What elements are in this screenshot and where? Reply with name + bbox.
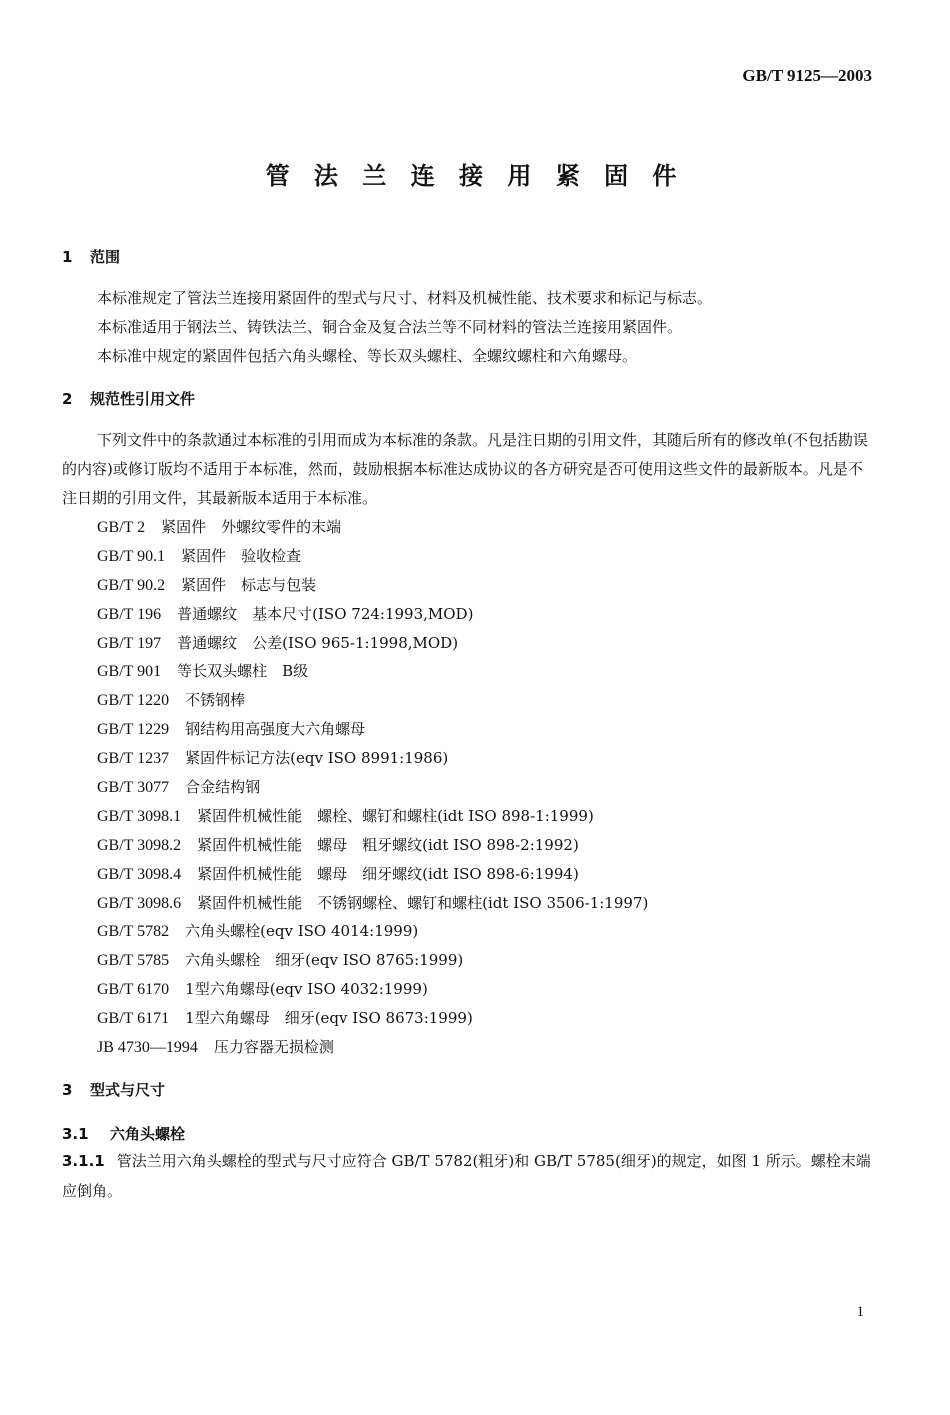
reference-title: 紧固件机械性能 螺栓、螺钉和螺柱(idt ISO 898-1:1999) [197, 806, 594, 825]
paragraph: 本标准适用于钢法兰、铸铁法兰、铜合金及复合法兰等不同材料的管法兰连接用紧固件。 [97, 318, 683, 336]
standard-code: GB/T 9125—2003 [742, 66, 872, 85]
page-number: 1 [856, 1304, 864, 1320]
reference-list [97, 513, 648, 1062]
reference-item [97, 542, 648, 571]
section-title: 规范性引用文件 [90, 390, 196, 408]
reference-item [97, 686, 648, 715]
reference-item [97, 629, 648, 658]
reference-code: GB/T 3098.6 [97, 894, 182, 912]
reference-title: 六角头螺栓 细牙(eqv ISO 8765:1999) [185, 951, 464, 970]
paragraph: 本标准规定了管法兰连接用紧固件的型式与尺寸、材料及机械性能、技术要求和标记与标志。 [97, 289, 713, 307]
section-number: 3 [62, 1081, 73, 1099]
reference-item [97, 513, 648, 542]
reference-item [97, 802, 648, 831]
reference-item [97, 744, 648, 773]
clause-number: 3.1.1 [62, 1152, 105, 1170]
reference-title: 紧固件机械性能 螺母 粗牙螺纹(idt ISO 898-2:1992) [197, 835, 579, 854]
reference-title: 合金结构钢 [185, 778, 261, 797]
section-number: 1 [62, 248, 73, 266]
reference-item [97, 917, 648, 946]
reference-code: GB/T 90.1 [97, 547, 166, 565]
reference-code: GB/T 6170 [97, 981, 170, 999]
subsection-title: 六角头螺栓 [110, 1125, 186, 1143]
section-1-heading [62, 246, 120, 267]
reference-title: 1型六角螺母(eqv ISO 4032:1999) [185, 980, 428, 999]
reference-code: GB/T 901 [97, 663, 162, 681]
reference-title: 六角头螺栓(eqv ISO 4014:1999) [185, 922, 419, 941]
reference-title: 紧固件机械性能 螺母 细牙螺纹(idt ISO 898-6:1994) [197, 864, 579, 883]
reference-item [97, 1033, 648, 1062]
intro-paragraph: 下列文件中的条款通过本标准的引用而成为本标准的条款。凡是注日期的引用文件，其随后所有的修改单(不包括勘误的内容)或修订版均不适用于本标准，然而，鼓励根据本标准达成协议的各方研究是否可使用这些文件的最新版本。凡是不注日期的引用文件，其最新版本适用于本标准。 [62, 431, 868, 507]
reference-title: 紧固件机械性能 不锈钢螺栓、螺钉和螺柱(idt ISO 3506-1:1997) [197, 893, 649, 912]
reference-item [97, 571, 648, 600]
reference-title: 等长双头螺柱 B级 [177, 662, 309, 681]
reference-code: GB/T 3098.1 [97, 807, 182, 825]
reference-code: GB/T 3098.4 [97, 865, 182, 883]
subsection-3-1-heading [62, 1123, 185, 1144]
reference-code: GB/T 1220 [97, 692, 170, 710]
reference-code: GB/T 6171 [97, 1010, 170, 1028]
section-title: 范围 [90, 248, 121, 266]
reference-item [97, 860, 648, 889]
paragraph: 本标准中规定的紧固件包括六角头螺栓、等长双头螺柱、全螺纹螺柱和六角螺母。 [97, 347, 638, 365]
clause-text: 管法兰用六角头螺栓的型式与尺寸应符合 GB/T 5782(粗牙)和 GB/T 5785(细牙)的规定，如图 1 所示。螺栓末端应倒角。 [62, 1152, 871, 1200]
section-number: 2 [62, 390, 73, 408]
reference-item [97, 773, 648, 802]
document-title: 管 法 兰 连 接 用 紧 固 件 [265, 162, 685, 190]
reference-code: GB/T 197 [97, 634, 162, 652]
reference-title: 钢结构用高强度大六角螺母 [185, 720, 366, 739]
reference-item [97, 889, 648, 918]
reference-title: 1型六角螺母 细牙(eqv ISO 8673:1999) [185, 1009, 473, 1028]
reference-code: GB/T 1237 [97, 750, 170, 768]
clause-3-1-1 [62, 1146, 882, 1206]
reference-item [97, 657, 648, 686]
reference-title: 紧固件 验收检查 [181, 546, 302, 565]
reference-title: 压力容器无损检测 [213, 1038, 334, 1057]
reference-code: GB/T 196 [97, 605, 162, 623]
reference-code: GB/T 3098.2 [97, 836, 182, 854]
reference-code: GB/T 2 [97, 519, 146, 536]
reference-item [97, 600, 648, 629]
reference-item [97, 831, 648, 860]
reference-title: 普通螺纹 基本尺寸(ISO 724:1993,MOD) [177, 604, 474, 623]
reference-item [97, 715, 648, 744]
reference-code: GB/T 5785 [97, 952, 170, 970]
reference-title: 紧固件 外螺纹零件的末端 [161, 518, 342, 536]
reference-code: GB/T 1229 [97, 721, 170, 739]
subsection-number: 3.1 [62, 1125, 89, 1143]
section-3-heading [62, 1079, 165, 1100]
reference-title: 普通螺纹 公差(ISO 965-1:1998,MOD) [177, 633, 459, 652]
reference-item [97, 1004, 648, 1033]
reference-title: 不锈钢棒 [185, 691, 246, 710]
reference-title: 紧固件 标志与包装 [181, 575, 317, 594]
reference-item [97, 975, 648, 1004]
reference-code: JB 4730—1994 [97, 1039, 198, 1057]
reference-code: GB/T 5782 [97, 923, 170, 941]
section-title: 型式与尺寸 [90, 1081, 166, 1099]
reference-title: 紧固件标记方法(eqv ISO 8991:1986) [185, 749, 449, 768]
reference-code: GB/T 90.2 [97, 576, 166, 594]
reference-code: GB/T 3077 [97, 779, 170, 797]
section-2-heading [62, 388, 195, 409]
reference-item [97, 946, 648, 975]
